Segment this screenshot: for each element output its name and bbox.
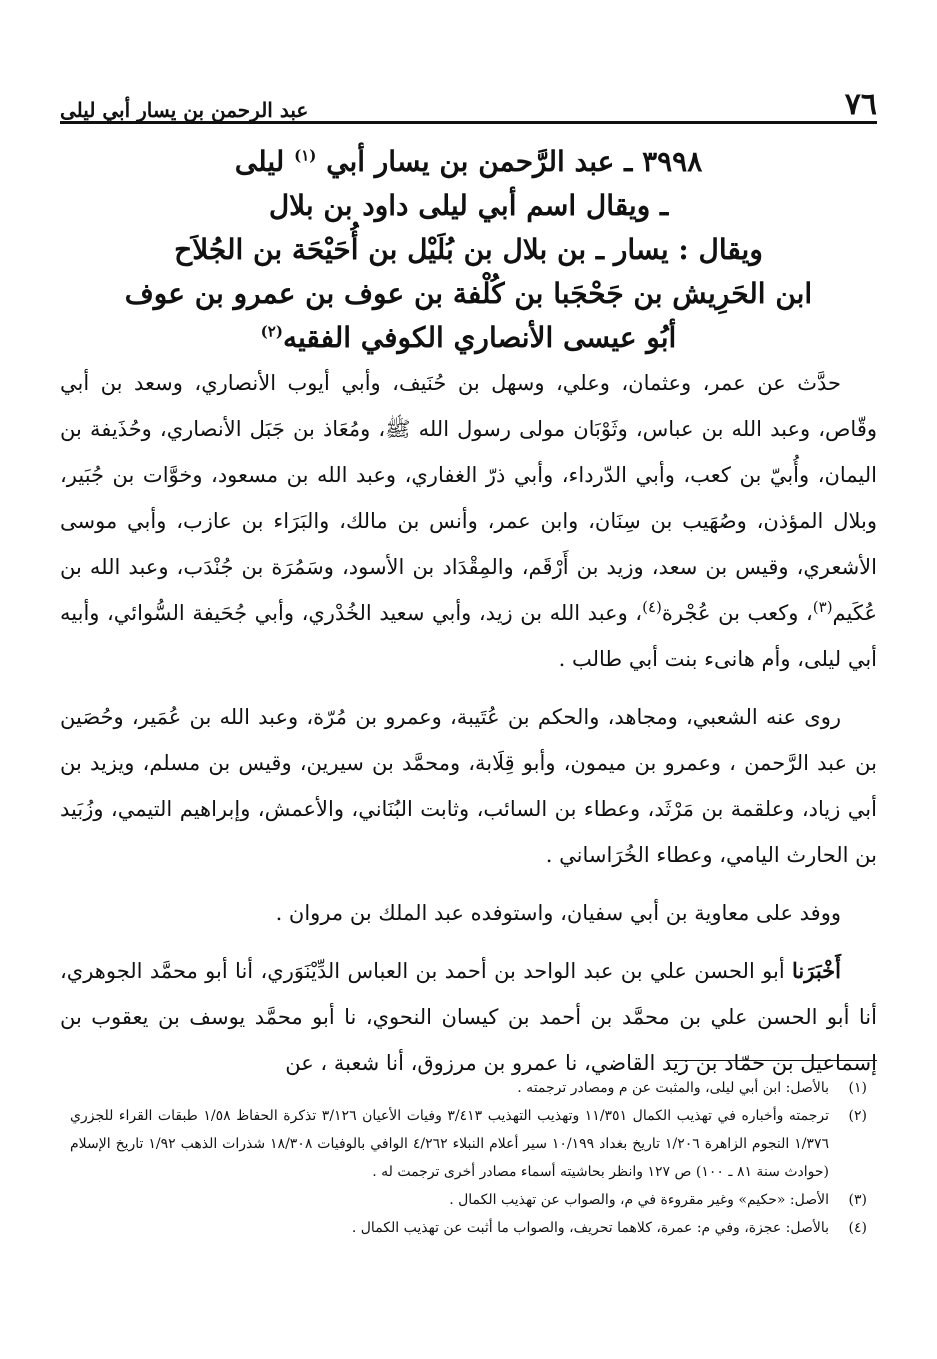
footnote-text: الأصل: «حكيم» وغير مقروءة في م، والصواب عن تهذيب الكمال . bbox=[449, 1192, 829, 1208]
footnote-ref-1: (١) bbox=[294, 146, 317, 165]
footnote-ref-3: (٣) bbox=[812, 598, 833, 616]
footnote-4 bbox=[70, 1214, 867, 1242]
footnote-ref-2: (٢) bbox=[260, 322, 283, 341]
entry-heading bbox=[110, 140, 827, 360]
footnote-1 bbox=[70, 1074, 867, 1102]
footnotes bbox=[70, 1074, 867, 1242]
heading-text: ليلى bbox=[234, 145, 285, 178]
heading-line-2: ـ ويقال اسم أبي ليلى داود بن بلال bbox=[268, 189, 669, 222]
heading-text: أبُو عيسى الأنصاري الكوفي الفقيه bbox=[282, 321, 677, 354]
footnote-number: (٣) bbox=[848, 1192, 867, 1208]
paragraph-teachers bbox=[60, 360, 877, 682]
footnote-text: ترجمته وأخباره في تهذيب الكمال ١١/٣٥١ وتهذيب التهذيب ٣/٤١٣ وفيات الأعيان ٣/١٢٦ تذكرة الحفاظ ١/٥٨ طبقات القراء للجزري ١/٣٧٦ النجوم الزاهرة ١/٢٠٦ تاريخ بغداد ١٠/١٩٩ سير أعلام النبلاء ٤/٢٦٢ الوافي بالوفيات ١٨/٣٠٨ شذرات الذهب ١/٩٢ تاريخ الإسلام (حوادث سنة ٨١ ـ ١٠٠) ص ١٢٧ وانظر بحاشيته أسماء مصادر أخرى ترجمت له . bbox=[70, 1108, 829, 1180]
heading-line-3: ويقال : يسار ـ بن بلال بن بُلَيْل بن أُحَيْحَة بن الجُلاَح bbox=[174, 233, 763, 266]
heading-text: ٣٩٩٨ ـ عبد الرَّحمن بن يسار أبي bbox=[326, 145, 703, 178]
footnote-3 bbox=[70, 1186, 867, 1214]
footnote-number: (٤) bbox=[848, 1220, 867, 1236]
heading-line-5 bbox=[110, 316, 827, 360]
running-header bbox=[60, 84, 877, 120]
footnote-ref-4: (٤) bbox=[642, 598, 662, 616]
heading-line-1 bbox=[110, 140, 827, 184]
heading-line-4: ابن الحَرِيش بن جَحْجَبا بن كُلْفة بن عوف بن عمرو بن عوف bbox=[124, 277, 813, 310]
footnote-text: بالأصل: عجزة، وفي م: عمرة، كلاهما تحريف، والصواب ما أثبت عن تهذيب الكمال . bbox=[351, 1220, 829, 1236]
header-rule bbox=[60, 121, 877, 124]
footnote-2 bbox=[70, 1102, 867, 1186]
paragraph-isnad bbox=[60, 948, 877, 1086]
paragraph-text: حدَّث عن عمر، وعثمان، وعلي، وسهل بن حُنَيف، وأبي أيوب الأنصاري، وسعد بن أبي وقّاص، وعبد الله بن عباس، وثَوْبَان مولى رسول الله ﷺ، ومُعَاذ بن جَبَل الأنصاري، وحُذَيفة بن اليمان، وأُبيّ بن كعب، وأبي الدّرداء، وأبي ذرّ الغفاري، وعبد الله بن مسعود، وخوَّات بن جُبَير، وبلال المؤذن، وصُهَيب بن سِنَان، وابن عمر، وأنس بن مالك، والبَرَاء بن عازب، وأبي موسى الأشعري، وقيس بن سعد، وزيد بن أَرْقَم، والمِقْدَاد بن الأسود، وسَمُرَة بن جُنْدَب، وعبد الله بن عُكَيم bbox=[60, 371, 877, 625]
paragraph-text: أبو الحسن علي بن عبد الواحد بن أحمد بن العباس الدِّيْنَوَري، أنا أبو محمَّد الجوهري، أنا أبو الحسن علي بن محمَّد بن أحمد بن كيسان النحوي، نا أبو محمَّد يوسف بن يعقوب بن إسماعيل بن حمّاد بن زيد القاضي، نا عمرو بن مرزوق، أنا شعبة ، عن bbox=[60, 959, 877, 1075]
footnote-number: (١) bbox=[848, 1080, 867, 1096]
paragraph-text: ، وكعب بن عُجْرة bbox=[661, 601, 813, 625]
running-title: عبد الرحمن بن يسار أبي ليلى bbox=[60, 98, 309, 122]
page-number: ٧٦ bbox=[844, 87, 877, 122]
isnad-lead-word: أَخْبَرَنا bbox=[792, 958, 841, 983]
paragraph-text: ، وعبد الله بن زيد، وأبي سعيد الخُدْري، وأبي جُحَيفة السُّوائي، وأبيه أبي ليلى، وأم هانىء بنت أبي طالب . bbox=[60, 601, 877, 671]
footnote-separator bbox=[667, 1060, 877, 1061]
paragraph-travel: ووفد على معاوية بن أبي سفيان، واستوفده عبد الملك بن مروان . bbox=[275, 901, 841, 925]
footnote-number: (٢) bbox=[848, 1108, 867, 1124]
paragraph-students: روى عنه الشعبي، ومجاهد، والحكم بن عُتَيبة، وعمرو بن مُرّة، وعبد الله بن عُمَير، وحُصَين بن عبد الرَّحمن ، وعمرو بن ميمون، وأبو قِلَابة، ومحمَّد بن سيرين، وقيس بن مسلم، ويزيد بن أبي زياد، وعلقمة بن مَرْثَد، وعطاء بن السائب، وثابت البُنَاني، والأعمش، وإبراهيم التيمي، وزُبَيد بن الحارث اليامي، وعطاء الخُرَاساني . bbox=[60, 705, 877, 867]
footnote-text: بالأصل: ابن أبي ليلى، والمثبت عن م ومصادر ترجمته . bbox=[517, 1080, 829, 1096]
body-text bbox=[60, 360, 877, 1086]
